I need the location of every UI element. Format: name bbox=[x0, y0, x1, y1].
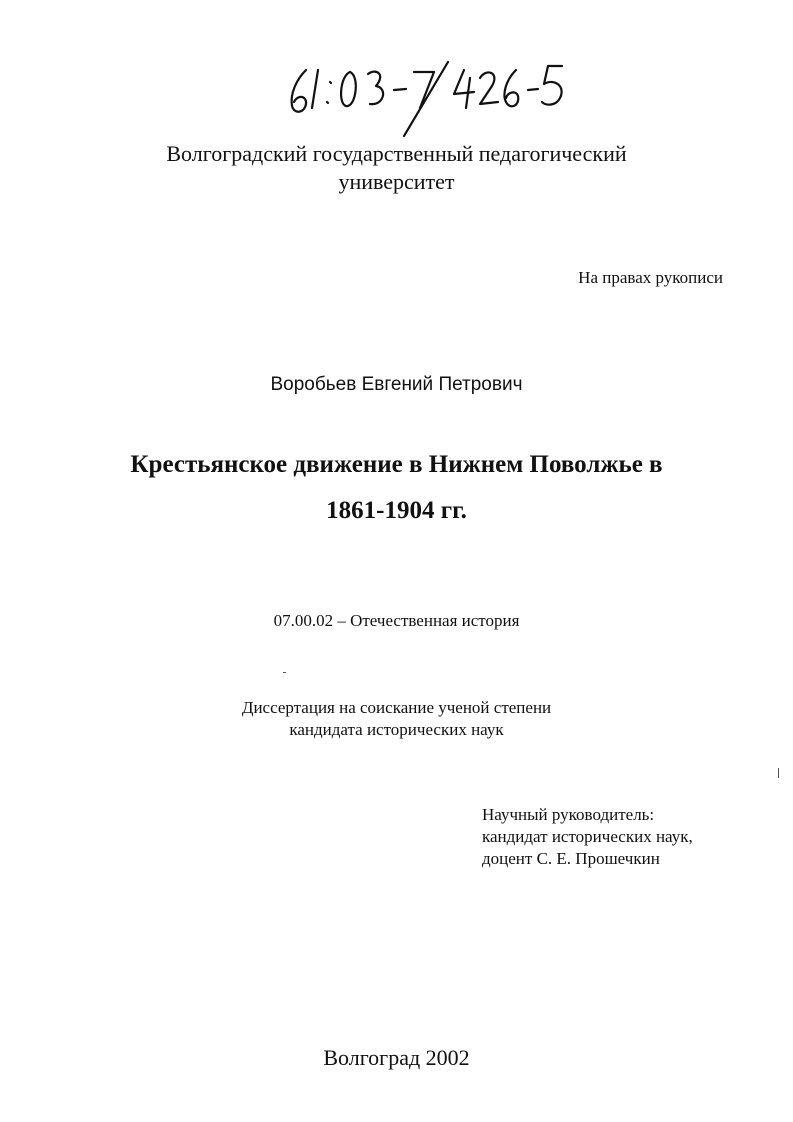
degree-statement-line1: Диссертация на соискание ученой степени bbox=[241, 698, 552, 717]
advisor-name: доцент С. Е. Прошечкин bbox=[482, 849, 660, 868]
scientific-advisor bbox=[482, 804, 693, 870]
city-year: Волгоград 2002 bbox=[323, 1045, 470, 1070]
dissertation-title-line1: Крестьянское движение в Нижнем Поволжье в bbox=[130, 451, 663, 478]
university-name-line2: университет bbox=[338, 169, 455, 194]
degree-statement-line2: кандидата исторических наук bbox=[289, 720, 504, 739]
dissertation-title-line2: 1861-1904 гг. bbox=[326, 497, 467, 524]
rights-note: На правах рукописи bbox=[578, 268, 723, 287]
advisor-label: Научный руководитель: bbox=[482, 805, 655, 824]
author-name: Воробьев Евгений Петрович bbox=[270, 374, 523, 395]
handwritten-stamp bbox=[278, 56, 578, 144]
university-name-line1: Волгоградский государственный педагогический bbox=[166, 141, 627, 166]
specialty-code: 07.00.02 – Отечественная история bbox=[273, 611, 520, 630]
scan-speck bbox=[778, 768, 779, 778]
scan-speck bbox=[283, 672, 286, 673]
advisor-degree: кандидат исторических наук, bbox=[482, 827, 693, 846]
